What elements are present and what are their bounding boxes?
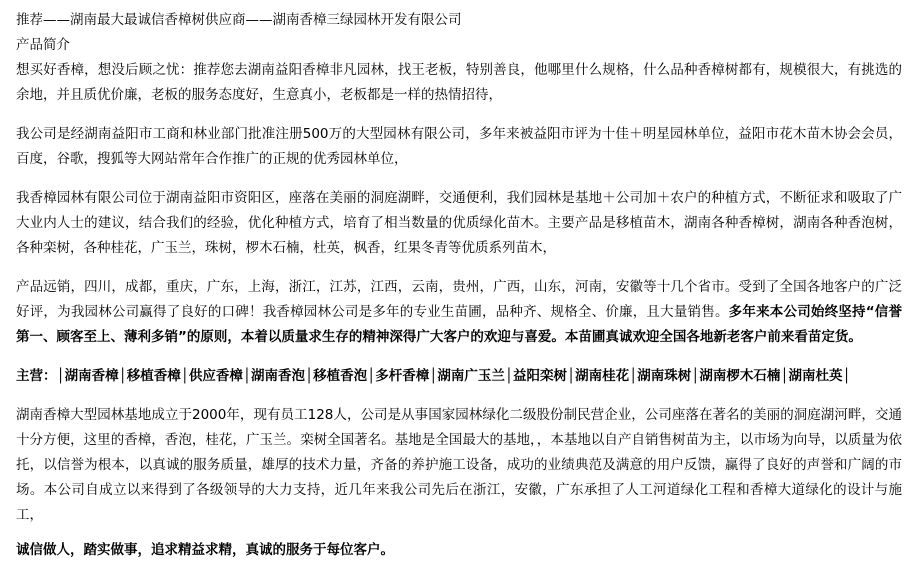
paragraph-company-profile: 湖南香樟大型园林基地成立于2000年，现有员工128人，公司是从事国家园林绿化二级股份制民营企业，公司座落在著名的美丽的洞庭湖河畔，交通十分方便，这里的香樟，香泡，桂花，广玉兰。栾树全国著名。基地是全国最大的基地，，本基地以自产自销售树苗为主，以市场为向导，以质量为依托，以信誉为根本，以真诚的服务质量，雄厚的技术力量，齐备的养护施工设备，成功的业绩典范及满意的用户反馈，赢得了良好的声誉和广阔的市场。本公司自成立以来得到了各级领导的大力支持，近几年来我公司先后在浙江，安徽，广东承担了人工河道绿化工程和香樟大道绿化的设计与施工， — [16, 407, 902, 523]
paragraph-spacer-6 — [16, 528, 902, 538]
paragraph-location-products: 我香樟园林有限公司位于湖南益阳市资阳区，座落在美丽的洞庭湖畔，交通便利，我们园林是基地＋公司加＋农户的种植方式，不断征求和吸取了广大业内人士的建议，结合我们的经验，优化种植方式，培育了相当数量的优质绿化苗木。主要产品是移植苗木，湖南各种香樟树，湖南各种香泡树，各种栾树，各种桂花，广玉兰，珠树，椤木石楠，杜英，枫香，红果冬青等优质系列苗木， — [16, 190, 902, 256]
document-heading: 推荐——湖南最大最诚信香樟树供应商——湖南香樟三绿园林开发有限公司 — [16, 12, 462, 28]
paragraph-spacer-4 — [16, 350, 902, 364]
paragraph-sales-region — [16, 275, 902, 350]
paragraph-motto: 诚信做人，踏实做事，追求精益求精，真诚的服务于每位客户。 — [16, 542, 394, 558]
paragraph-spacer-2 — [16, 172, 902, 186]
paragraph-spacer-3 — [16, 261, 902, 275]
main-business-catalog: 主营：│湖南香樟│移植香樟│供应香樟│湖南香泡│移植香泡│多杆香樟│湖南广玉兰│益阳栾树│湖南桂花│湖南珠树│湖南椤木石楠│湖南杜英│ — [16, 368, 851, 384]
paragraph-sales-lead: 产品远销，四川，成都，重庆，广东，上海，浙江，江苏，江西，云南，贵州，广西，山东，河南，安徽等十几个省市。受到了全国各地客户的广泛好评，为我园林公司赢得了良好的口碑！我香樟园林公司是多年的专业生苗圃，品种齐、规格全、价廉，且大量销售。 — [16, 279, 902, 320]
paragraph-intro: 想买好香樟，想没后顾之忧：推荐您去湖南益阳香樟非凡园林，找王老板，特别善良，他哪里什么规格，什么品种香樟树都有，规模很大，有挑选的余地，并且质优价廉，老板的服务态度好，生意真小，老板都是一样的热情招待， — [16, 62, 902, 103]
paragraph-sales-bold-tail: 多年来本公司始终坚持“信誉第一、顾客至上、薄利多销”的原则，本着以质量求生存的精神深得广大客户的欢迎与喜爱。本苗圃真诚欢迎全国各地新老客户前来看苗定货。 — [16, 304, 903, 345]
paragraph-spacer-1 — [16, 108, 902, 122]
paragraph-company-registration: 我公司是经湖南益阳市工商和林业部门批准注册500万的大型园林有限公司，多年来被益阳市评为十佳＋明星园林单位，益阳市花木苗木协会会员，百度，谷歌，搜狐等大网站常年合作推广的正规的优秀园林单位， — [16, 126, 902, 167]
paragraph-spacer-5 — [16, 389, 902, 403]
section-title: 产品简介 — [16, 37, 70, 53]
